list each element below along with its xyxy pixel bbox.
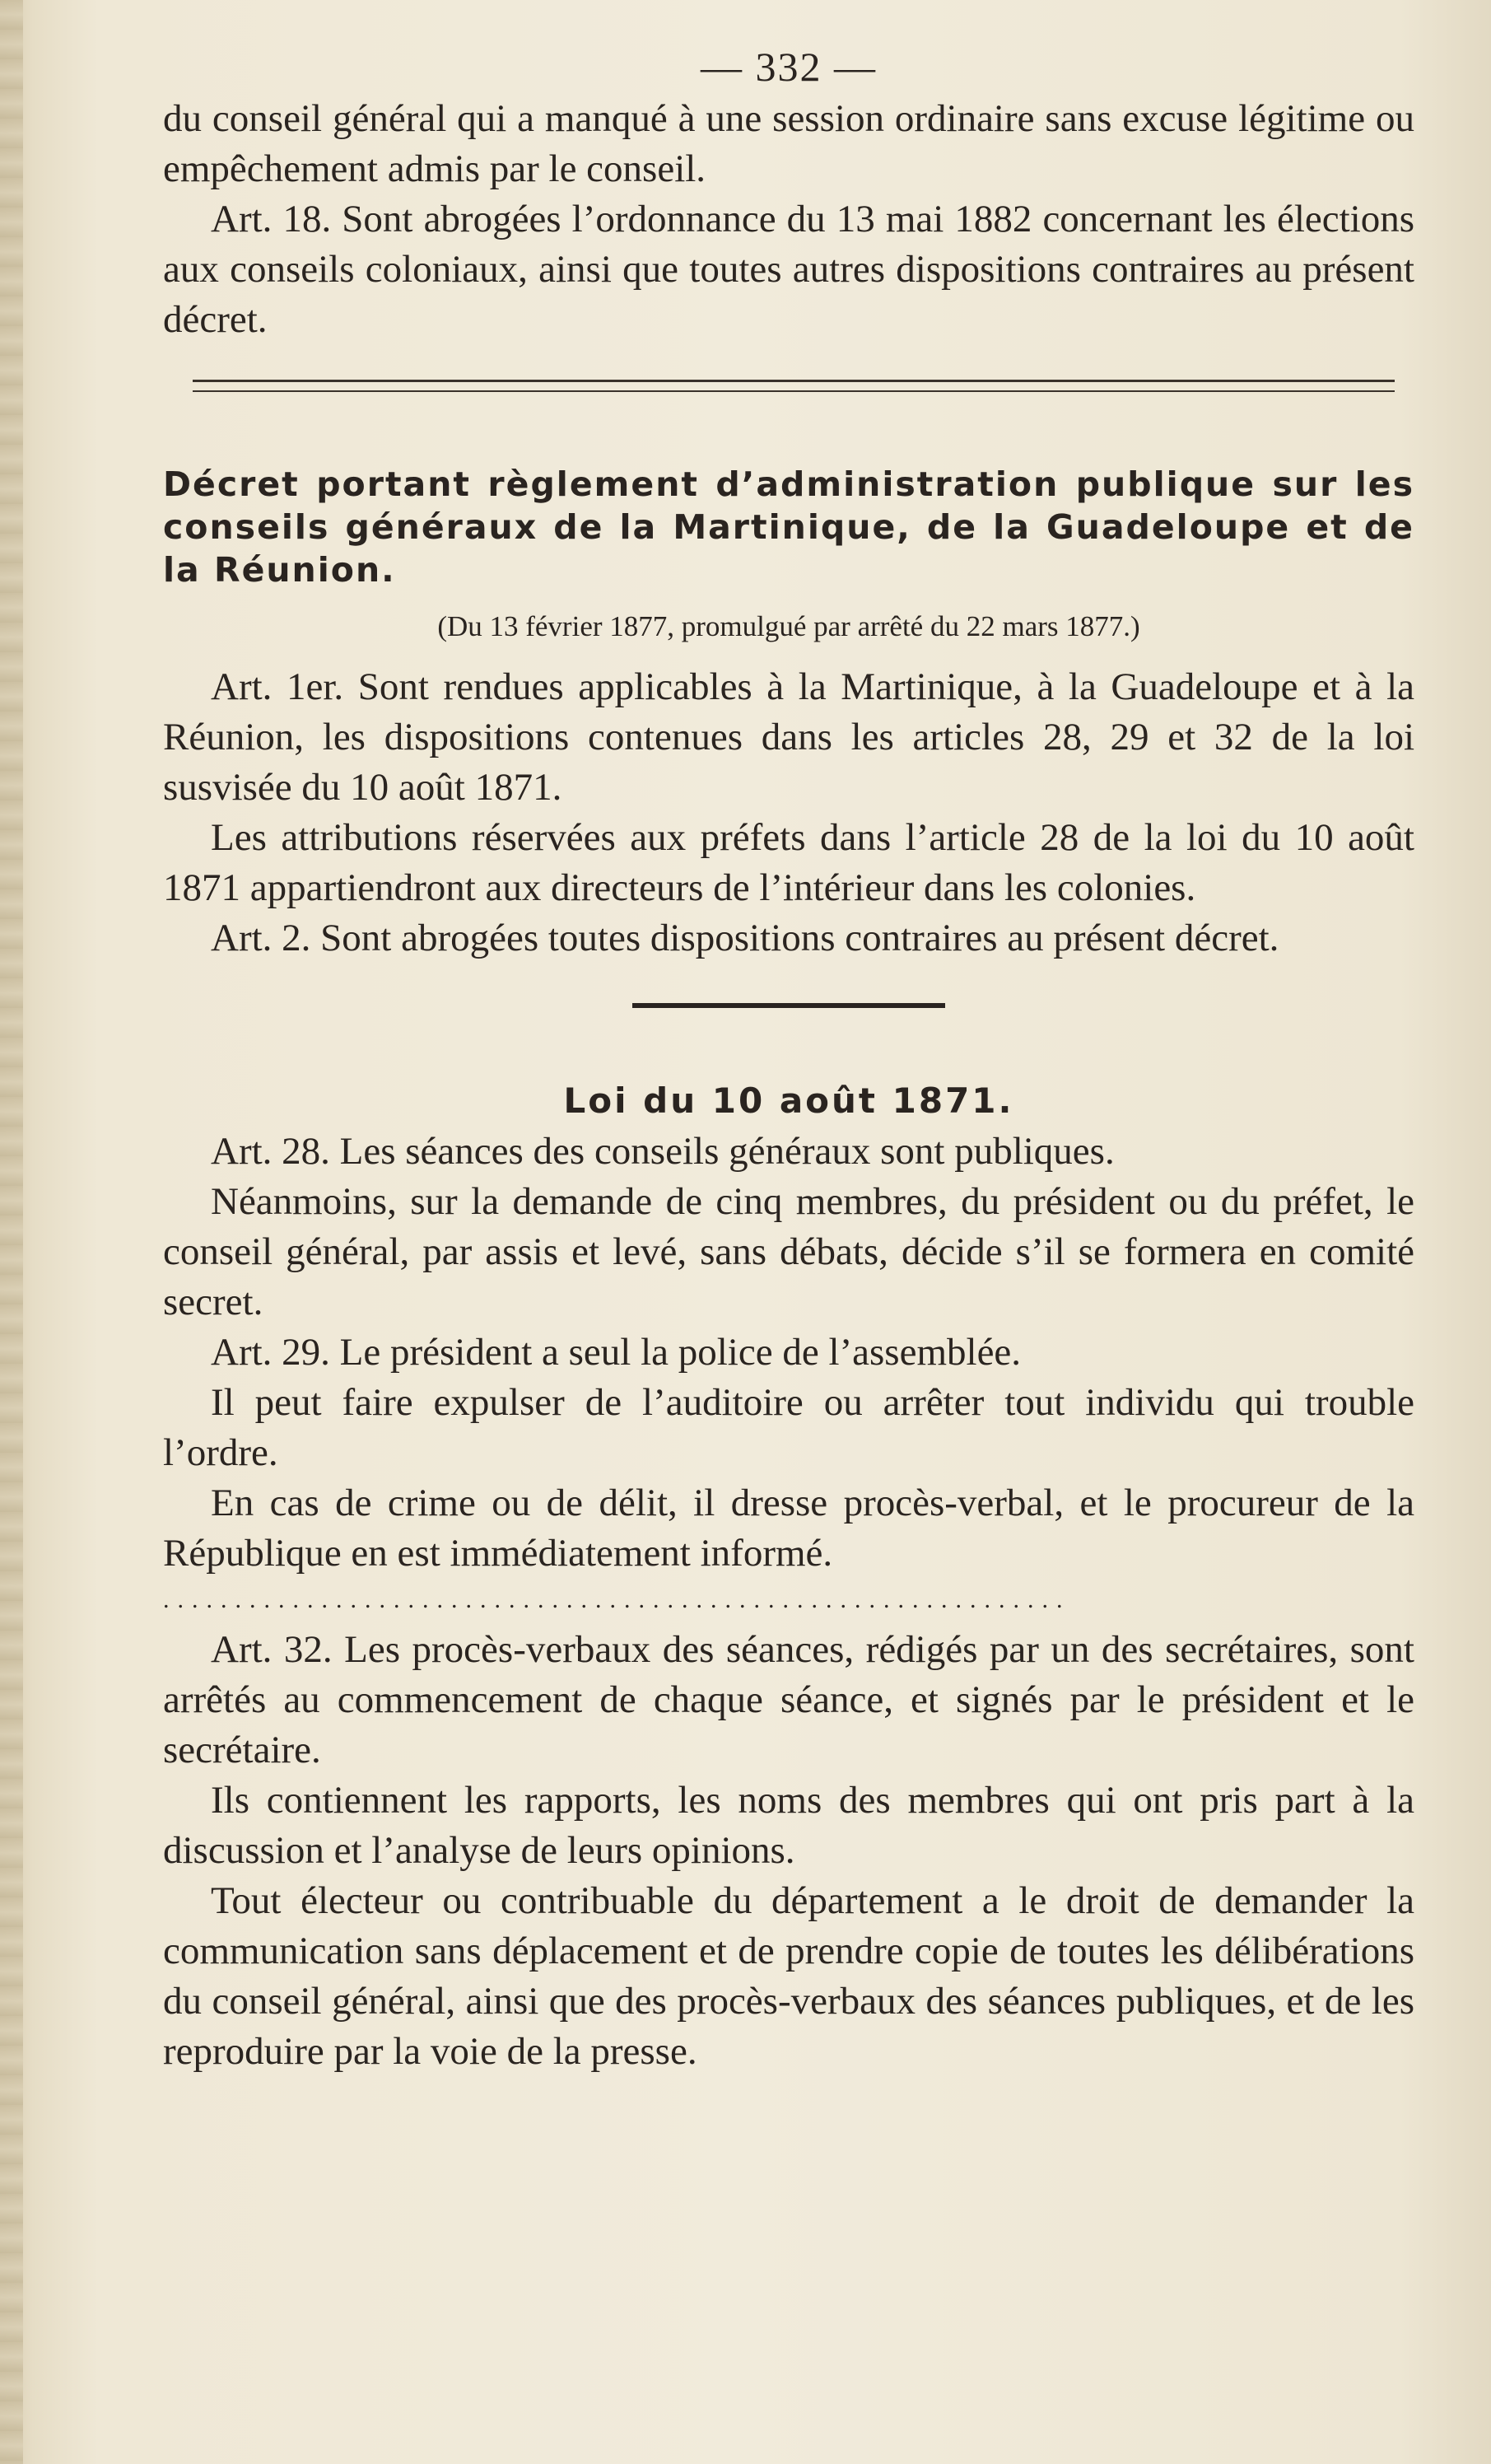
paragraph-continued: du conseil général qui a manqué à une session ordinaire sans excuse légitime ou empêchement admis par le conseil. <box>163 97 1414 190</box>
decree-paragraph-art-2: Art. 2. Sont abrogées toutes dispositions contraires au présent décret. <box>211 917 1279 959</box>
decree-paragraph-art-1: Art. 1er. Sont rendues applicables à la Martinique, à la Guadeloupe et à la Réunion, les dispositions contenues dans les articles 28, 29 et 32 de la loi susvisée du 10 août 1871. <box>163 665 1414 809</box>
law-paragraph-art-28: Art. 28. Les séances des conseils généraux sont publiques. <box>211 1130 1115 1173</box>
section-divider <box>193 380 1395 392</box>
decree-paragraph-attributions: Les attributions réservées aux préfets dans l’article 28 de la loi du 10 août 1871 appartiendront aux directeurs de l’intérieur dans les colonies. <box>163 816 1414 909</box>
ellipsis-separator: ............................................................... <box>163 1586 1071 1613</box>
page-binding-edge <box>0 0 23 2464</box>
law-paragraph-proces-verbal: En cas de crime ou de délit, il dresse procès-verbal, et le procureur de la République en est immédiatement informé. <box>163 1482 1414 1575</box>
decree-dateline: (Du 13 février 1877, promulgué par arrêté du 22 mars 1877.) <box>437 610 1140 642</box>
law-paragraph-communication: Tout électeur ou contribuable du département a le droit de demander la communication sans déplacement et de prendre copie de toutes les délibérations du conseil général, ainsi que des procès-verbaux des séances publiques, et de les reproduire par la voie de la presse. <box>163 1879 1414 2073</box>
law-paragraph-secret-committee: Néanmoins, sur la demande de cinq membres, du président ou du préfet, le conseil général, par assis et levé, sans débats, décide s’il se formera en comité secret. <box>163 1180 1414 1323</box>
law-title: Loi du 10 août 1871. <box>563 1080 1014 1121</box>
law-paragraph-art-29: Art. 29. Le président a seul la police de l’assemblée. <box>211 1331 1022 1374</box>
page-content <box>163 43 1414 2077</box>
law-paragraph-rapports: Ils contiennent les rapports, les noms des membres qui ont pris part à la discussion et l’analyse de leurs opinions. <box>163 1779 1414 1872</box>
law-paragraph-expulsion: Il peut faire expulser de l’auditoire ou arrêter tout individu qui trouble l’ordre. <box>163 1381 1414 1474</box>
law-paragraph-art-32: Art. 32. Les procès-verbaux des séances, rédigés par un des secrétaires, sont arrêtés au commencement de chaque séance, et signés par le président et le secrétaire. <box>163 1628 1414 1771</box>
decree-heading: Décret portant règlement d’administration publique sur les conseils généraux de la Martinique, de la Guadeloupe et de la Réunion. <box>163 464 1414 590</box>
short-divider <box>632 1003 945 1008</box>
page-number: — 332 — <box>701 44 877 90</box>
paragraph-art-18: Art. 18. Sont abrogées l’ordonnance du 13 mai 1882 concernant les élections aux conseils coloniaux, ainsi que toutes autres dispositions contraires au présent décret. <box>163 198 1414 341</box>
